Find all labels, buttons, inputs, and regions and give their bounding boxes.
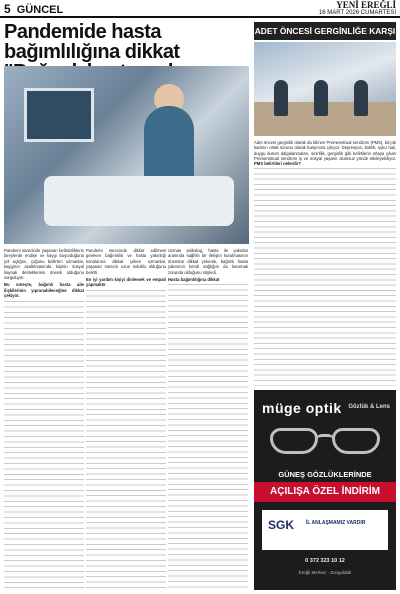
column-2-text-lines xyxy=(86,290,166,592)
advert-line-2: AÇILIŞA ÖZEL İNDİRİM xyxy=(254,482,396,502)
sgk-logo: SGK xyxy=(268,518,295,532)
column-1-text-lines xyxy=(4,301,84,592)
photo-person xyxy=(274,80,288,116)
side-subheading: PMS belirtileri nelerdir? xyxy=(254,161,302,167)
side-paragraph: Adet öncesi gerginlik olarak da bilinen Premenstrual sendrom (PMS), birçok kadının ortak sorunu olarak karşımıza çıkıyor. Depresyon, ilahlık, uyku hali, duygu durum dalgalanmaları, sinirlilik, gerginlik gibi belirtilerin ortaya çıkan Premenstrual sendrom iş ve sosyal yaşamı olumsuz yönde etkileyebiliyor. xyxy=(254,140,396,161)
article-column-2 xyxy=(86,248,166,592)
page-number: 5 xyxy=(4,2,11,16)
sunglasses-icon xyxy=(264,422,386,460)
lens-right xyxy=(332,428,380,454)
article-column-3 xyxy=(168,248,248,592)
side-article-body xyxy=(254,140,396,386)
column-2-subheading: En iyi yardım kişiyi dinlemek ve empati yapmaktır xyxy=(86,277,166,288)
lens-left xyxy=(270,428,318,454)
page-header xyxy=(0,0,400,18)
column-3-paragraph: Uzman psikolog, hasta ile yakınlar arasında sağlıklı bir iletişim kurulmasının önemine dikkat çekerek, bağımlı hasta yakınının kendi sağlığını da korumak zorunda olduğunu söyledi. xyxy=(168,248,248,275)
column-3-subheading: Hasta bağımlılığına dikkat xyxy=(168,277,220,283)
advert-phone: 0 372 323 10 12 xyxy=(305,558,345,564)
advert-line-1: GÜNEŞ GÖZLÜKLERİNDE xyxy=(278,470,372,479)
issue-date: 16 MART 2026 CUMARTESİ xyxy=(318,10,396,16)
advert-brand-tag: Gözlük & Lens xyxy=(348,404,390,410)
optik-advert[interactable] xyxy=(254,390,396,590)
masthead xyxy=(319,1,396,16)
photo-person xyxy=(314,80,328,116)
photo-monitor xyxy=(24,88,94,142)
sgk-caption: İL ANLAŞMAMIZ VARDIR xyxy=(306,520,366,526)
photo-bed xyxy=(44,176,234,226)
section-name: GÜNCEL xyxy=(16,4,64,16)
photo-person xyxy=(354,80,368,116)
column-3-text-lines xyxy=(168,284,248,592)
paper-name: YENİ EREĞLİ xyxy=(336,0,396,10)
headline-line-1: Pandemide hasta bağımlılığına dikkat xyxy=(4,21,180,63)
column-1-paragraph: Pandemi sürecinde yaşanan belirsizliklerin bireylerde endişe ve kaygı buyurduğuna yol açtığını, çoğunu bellirten uzmanlar, kaygının azaltılmasında kişinin sosyal kaynak desteklerinin önemli olduğunu vurguluyor. xyxy=(4,248,84,281)
column-2-paragraph: Pandemi sürecinde dikkat edilmesi gereken bağımlılık ve hasta yakınlığı konularına dikkat çeken uzmanlar, yaşanan sürecin uzun soluklu olduğunu belirtti. xyxy=(86,248,166,275)
column-1-subheading: Bu süreçte, bağımlı hasta aile ilişkilerinin yıpranabileceğine dikkat çekiyor. xyxy=(4,282,84,299)
partner-logo-box xyxy=(262,510,388,550)
section-label xyxy=(4,2,63,16)
advert-address: Ereğli Merkez - Zonguldak xyxy=(298,570,352,575)
advert-brand: müge optik xyxy=(262,400,342,416)
main-article-photo xyxy=(4,66,249,244)
article-column-1 xyxy=(4,248,84,592)
side-headline: ADET ÖNCESİ GERGİNLİĞE KARŞI xyxy=(254,22,396,40)
side-article-photo xyxy=(254,42,396,136)
side-text-lines xyxy=(254,168,396,386)
